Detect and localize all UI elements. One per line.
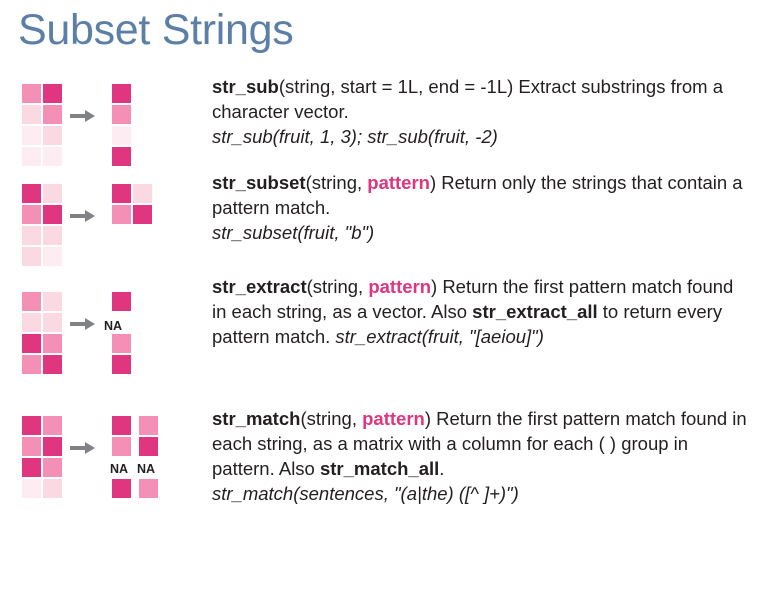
grid-cell [139, 416, 158, 435]
function-name: str_match [212, 408, 301, 429]
pattern-keyword: pattern [362, 408, 425, 429]
grid-cell [43, 355, 62, 374]
grid-cell [43, 226, 62, 245]
grid-cell [22, 205, 41, 224]
grid-cell [43, 247, 62, 266]
function-name: str_subset [212, 172, 306, 193]
grid-cell [43, 184, 62, 203]
entry-example: str_sub(fruit, 1, 3); str_sub(fruit, -2) [212, 126, 498, 147]
diagram-str-subset [0, 170, 212, 274]
text-str-match [212, 406, 762, 506]
entry-example: str_subset(fruit, "b") [212, 222, 375, 243]
na-label: NA [110, 462, 129, 476]
signature-part-open: (string, [300, 408, 363, 429]
grid-cell [112, 205, 131, 224]
grid-cell [22, 292, 41, 311]
function-name-alt: str_extract_all [472, 301, 598, 322]
grid-cell [112, 105, 131, 124]
grid-cell [139, 437, 158, 456]
entry-description [212, 170, 752, 220]
function-signature: (string, start = 1L, end = -1L) Extract substrings from a character vector. [212, 76, 724, 122]
signature-part-rest: ) Return the first pattern match found in each string, as a matrix with a column for each ( ) group in pattern. Also [212, 408, 747, 479]
grid-cell [43, 205, 62, 224]
grid-cell [133, 205, 152, 224]
grid-cell [43, 416, 62, 435]
grid-cell [22, 334, 41, 353]
grid-cell [22, 84, 41, 103]
grid-cell [43, 84, 62, 103]
text-str-extract [212, 274, 762, 349]
grid-cell [43, 334, 62, 353]
grid-cell [112, 147, 131, 166]
grid-cell [112, 416, 131, 435]
diagram-str-match [0, 406, 212, 542]
grid-cell [22, 313, 41, 332]
pattern-keyword: pattern [367, 172, 430, 193]
grid-cell [22, 105, 41, 124]
grid-cell [112, 437, 131, 456]
text-str-sub [212, 74, 762, 149]
grid-cell [43, 105, 62, 124]
entries-list [0, 74, 762, 542]
na-label: NA [104, 319, 123, 333]
entry-description [212, 406, 752, 481]
diagram-str-sub [0, 74, 212, 170]
grid-cell [43, 126, 62, 145]
diagram-str-extract [0, 274, 212, 406]
page-title: Subset Strings [18, 6, 294, 54]
signature-part-rest: ) Return the first pattern match found in each string, as a vector. Also [212, 276, 734, 322]
entry-str-match [0, 406, 762, 542]
grid-cell [22, 147, 41, 166]
grid-cell [43, 147, 62, 166]
grid-cell [22, 458, 41, 477]
arrow-icon [70, 210, 96, 222]
signature-part-open: (string, [305, 172, 368, 193]
signature-part-open: (string, [306, 276, 369, 297]
arrow-icon [70, 318, 96, 330]
grid-cell [22, 226, 41, 245]
function-name: str_sub [212, 76, 279, 97]
arrow-icon [70, 110, 96, 122]
grid-cell [43, 292, 62, 311]
entry-str-sub [0, 74, 762, 170]
grid-cell [22, 247, 41, 266]
entry-str-extract [0, 274, 762, 406]
grid-cell [22, 479, 41, 498]
signature-part-rest: ) Return only the strings that contain a pattern match. [212, 172, 743, 218]
entry-example: str_match(sentences, "(a|the) ([^ ]+)") [212, 483, 519, 504]
grid-cell [22, 437, 41, 456]
grid-cell [112, 479, 131, 498]
arrow-icon [70, 442, 96, 454]
signature-part-tail: to return every pattern match. [212, 301, 723, 347]
entry-str-subset [0, 170, 762, 274]
text-str-subset [212, 170, 762, 245]
pattern-keyword: pattern [368, 276, 432, 297]
signature-part-tail: . [439, 458, 445, 479]
grid-cell [112, 184, 131, 203]
grid-cell [22, 126, 41, 145]
grid-cell [43, 437, 62, 456]
grid-cell [112, 355, 131, 374]
grid-cell [43, 458, 62, 477]
grid-cell [43, 313, 62, 332]
grid-cell [112, 334, 131, 353]
grid-cell [22, 355, 41, 374]
grid-cell [22, 184, 41, 203]
grid-cell [22, 416, 41, 435]
na-label: NA [137, 462, 156, 476]
grid-cell [112, 292, 131, 311]
grid-cell [43, 479, 62, 498]
grid-cell [112, 126, 131, 145]
function-name-alt: str_match_all [319, 458, 440, 479]
grid-cell [139, 479, 158, 498]
function-name: str_extract [212, 276, 307, 297]
entry-description [212, 274, 752, 349]
entry-example: str_extract(fruit, "[aeiou]") [335, 326, 544, 347]
grid-cell [112, 84, 131, 103]
entry-description [212, 74, 752, 124]
grid-cell [133, 184, 152, 203]
